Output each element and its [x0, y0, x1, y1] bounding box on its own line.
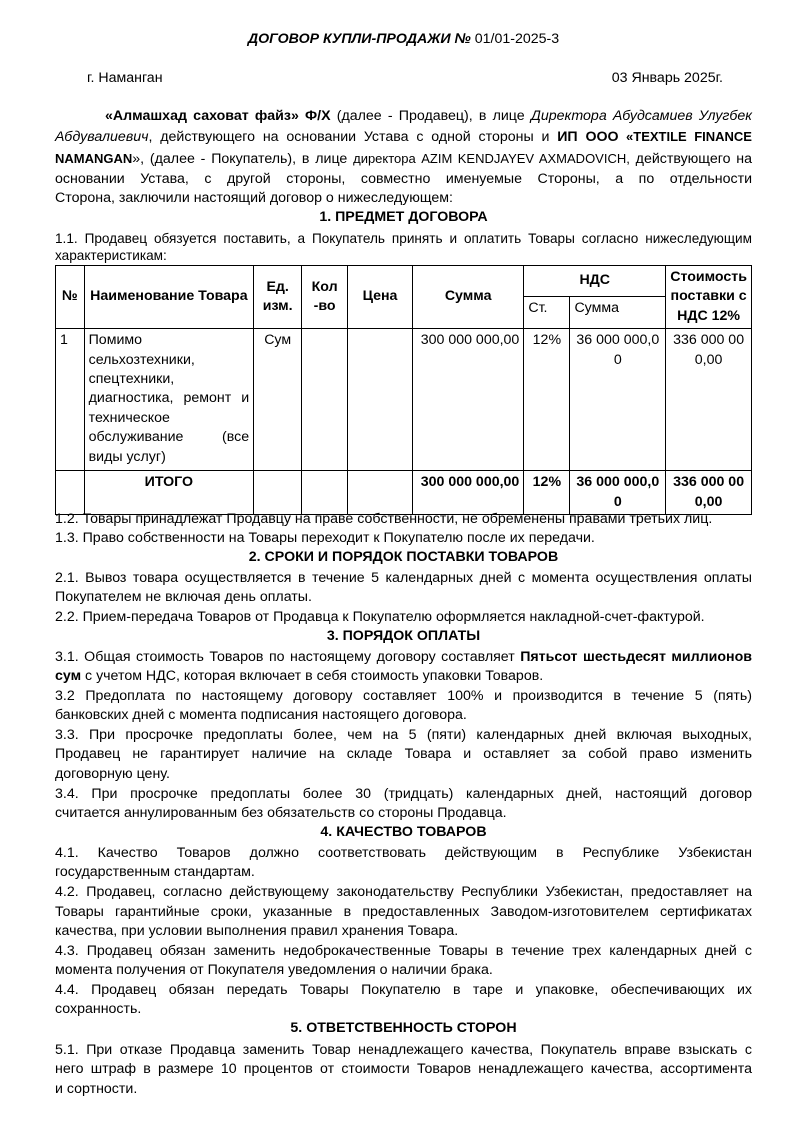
col-header-sum: Сумма [412, 266, 523, 329]
clause-4-1-line-1: 4.1. Качество Товаров должно соответствовать действующим в Республике Узбекистан [55, 845, 752, 861]
preamble-line-2 [55, 127, 752, 147]
cell-total: 336 000 000,00 [666, 329, 752, 471]
clause-5-1-line-1: 5.1. При отказе Продавца заменить Товар ненадлежащего качества, Покупатель вправе взыскать с [55, 1042, 752, 1058]
col-header-vat-sum: Сумма [570, 297, 666, 329]
table-row [56, 329, 752, 471]
contract-number: 01/01-2025-3 [470, 31, 560, 47]
col-header-num: № [56, 266, 85, 329]
totals-vat-sum: 36 000 000,00 [570, 471, 666, 515]
preamble-text: », (далее - Покупатель), в лице [132, 151, 354, 167]
clause-4-2-line-1: 4.2. Продавец, согласно действующему законодательству Республики Узбекистан, предоставляет на [55, 884, 752, 900]
clause-4-4-line-2: сохранность. [55, 1001, 142, 1017]
preamble-text: , действующего на основании Устава с одной стороны и [148, 129, 558, 145]
clause-3-4-line-2: считается аннулированным без обязательств со стороны Продавца. [55, 805, 507, 821]
clause-3-3-line-3: договорную цену. [55, 766, 170, 782]
section-3-heading: 3. ПОРЯДОК ОПЛАТЫ [326, 628, 481, 644]
clause-text: 3.1. Общая стоимость Товаров по настоящему договору составляет [55, 649, 521, 665]
total-amount-words: Пятьсот шестьдесят миллионов [520, 649, 752, 665]
seller-representative-patronymic: Абдувалиевич [55, 129, 149, 145]
clause-2-2: 2.2. Прием-передача Товаров от Продавца к Покупателю оформляется накладной-счет-фактурой. [55, 609, 705, 625]
clause-1-1-line-2: характеристикам: [55, 248, 167, 263]
col-header-vat-rate: Ст. [524, 297, 570, 329]
cell-unit: Сум [254, 329, 302, 471]
preamble-line-3 [55, 149, 752, 169]
cell-sum: 300 000 000,00 [412, 329, 523, 471]
col-header-price: Цена [348, 266, 413, 329]
clause-2-1-line-2: Покупателем не включая день оплаты. [55, 589, 312, 605]
clause-4-3-line-1: 4.3. Продавец обязан заменить недоброкачественные Товары в течение трех календарных дней с [55, 943, 752, 959]
clause-1-1-line-1: 1.1. Продавец обязуется поставить, а Покупатель принять и оплатить Товары согласно нижеследующим [55, 231, 752, 246]
cell-num: 1 [56, 329, 85, 471]
clause-text: с учетом НДС, которая включает в себя стоимость упаковки Товаров. [81, 668, 544, 684]
contract-date: 03 Январь 2025г. [611, 70, 723, 86]
preamble-line-4: основании Устава, с другой стороны, совместно именуемые Стороны, а по отдельности [55, 171, 752, 187]
col-header-qty: Кол -во [302, 266, 348, 329]
clause-5-1-line-3: и сортности. [55, 1081, 138, 1097]
section-2-heading: 2. СРОКИ И ПОРЯДОК ПОСТАВКИ ТОВАРОВ [248, 549, 559, 565]
preamble-text: действующего на [629, 151, 752, 167]
title-bold: ДОГОВОР КУПЛИ-ПРОДАЖИ № [247, 31, 471, 47]
clause-1-2: 1.2. Товары принадлежат Продавцу на праве собственности, не обременены правами третьих лиц. [55, 511, 713, 527]
clause-3-1-line-1 [55, 648, 752, 667]
section-4-heading: 4. КАЧЕСТВО ТОВАРОВ [320, 824, 487, 840]
cell-name: Помимо сельхозтехники, спецтехники, диагностика, ремонт и техническое обслуживание (все виды услуг) [84, 329, 254, 471]
goods-table [55, 265, 752, 515]
buyer-name: «TEXTILE FINANCE [618, 129, 752, 144]
seller-representative: Директора Абудсамиев Улугбек [530, 108, 752, 124]
buyer-representative: директора AZIM KENDJAYEV AXMADOVICH, [353, 151, 630, 166]
totals-sum: 300 000 000,00 [412, 471, 523, 515]
clause-3-1-line-2 [55, 667, 543, 686]
city: г. Наманган [87, 70, 163, 86]
cell-qty [302, 329, 348, 471]
seller-name: «Алмашхад саховат файз» Ф/Х [105, 108, 331, 124]
buyer-name-2: NAMANGAN [55, 151, 133, 166]
clause-3-2-line-2: банковских дней с момента подписания настоящего договора. [55, 707, 467, 723]
section-5-heading: 5. ОТВЕТСТВЕННОСТЬ СТОРОН [290, 1020, 517, 1036]
clause-4-2-line-3: качества, при условии выполнения правил хранения Товара. [55, 923, 459, 939]
preamble-text: (далее - Продавец), в лице [330, 108, 531, 124]
currency: сум [55, 668, 82, 684]
col-header-unit: Ед. изм. [254, 266, 302, 329]
col-header-total: Стоимость поставки с НДС 12% [666, 266, 752, 329]
col-header-vat: НДС [524, 266, 666, 297]
col-header-name: Наименование Товара [84, 266, 254, 329]
cell-vat-sum: 36 000 000,00 [570, 329, 666, 471]
preamble-line-5: Сторона, заключили настоящий договор о нижеследующем: [55, 190, 453, 206]
cell-vat-rate: 12% [524, 329, 570, 471]
clause-3-4-line-1: 3.4. При просрочке предоплаты более 30 (тридцать) календарных дней, настоящий договор [55, 786, 752, 802]
clause-3-2-line-1: 3.2 Предоплата по настоящему договору составляет 100% и производится в течение 5 (пять) [55, 688, 752, 704]
totals-total: 336 000 000,00 [666, 471, 752, 515]
totals-vat-rate: 12% [524, 471, 570, 515]
preamble-line-1 [55, 107, 752, 126]
cell-price [348, 329, 413, 471]
clause-5-1-line-2: него штраф в размере 10 процентов от стоимости Товаров ненадлежащего качества, ассортимента [55, 1061, 752, 1077]
clause-4-2-line-2: Товары гарантийные сроки, указанные в предоставленных Заводом-изготовителем сертификатах [55, 904, 752, 920]
clause-1-3: 1.3. Право собственности на Товары переходит к Покупателю после их передачи. [55, 530, 595, 546]
clause-3-3-line-1: 3.3. При просрочке предоплаты более, чем на 5 (пяти) календарных дней включая выходных, [55, 727, 752, 743]
clause-3-3-line-2: Продавец не гарантирует наличие на складе Товара и оставляет за собой право изменить [55, 746, 752, 762]
buyer-form: ИП ООО [557, 129, 619, 145]
totals-row [56, 471, 752, 515]
clause-4-1-line-2: государственным стандартам. [55, 864, 255, 880]
section-1-heading: 1. ПРЕДМЕТ ДОГОВОРА [319, 209, 488, 225]
totals-label: ИТОГО [84, 471, 254, 515]
clause-4-4-line-1: 4.4. Продавец обязан передать Товары Покупателю в таре и упаковке, обеспечивающих их [55, 982, 752, 998]
clause-4-3-line-2: момента получения от Покупателя уведомления о наличии брака. [55, 962, 493, 978]
document-title [55, 30, 752, 49]
clause-2-1-line-1: 2.1. Вывоз товара осуществляется в течение 5 календарных дней с момента осуществления оплаты [55, 570, 752, 586]
